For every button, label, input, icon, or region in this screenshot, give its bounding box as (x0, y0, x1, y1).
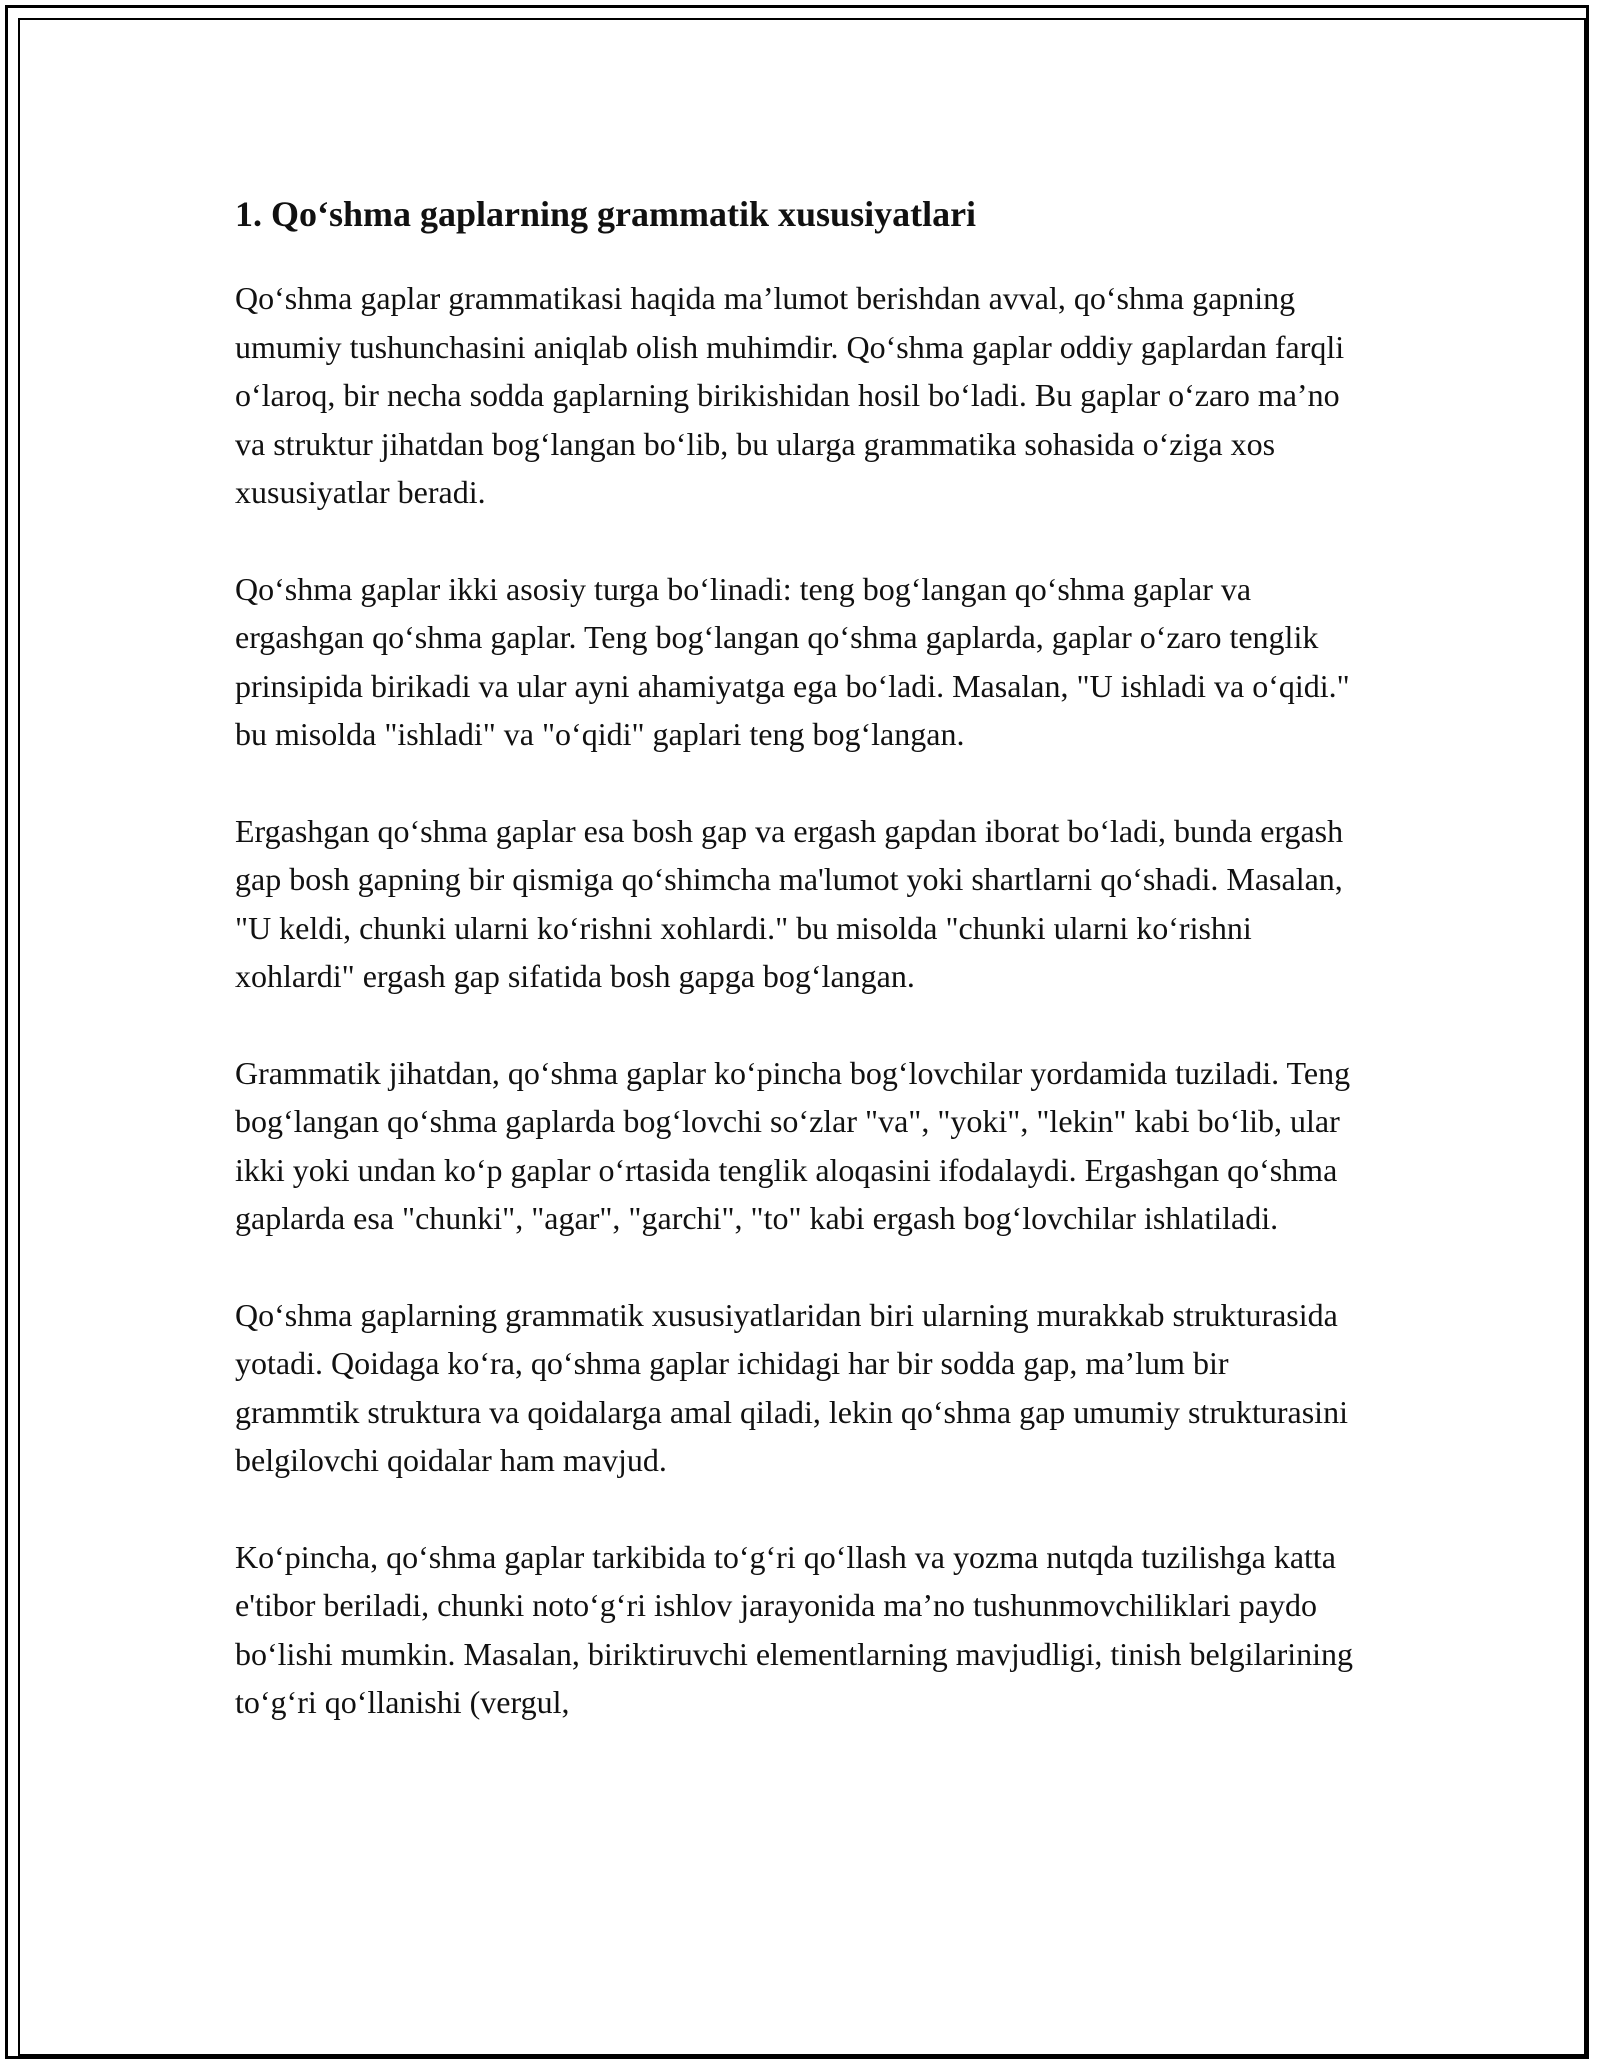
paragraph-3: Ergashgan qo‘shma gaplar esa bosh gap va ergash gapdan iborat bo‘ladi, bunda ergash gap bosh gapning bir qismiga qo‘shimcha ma'lumot yoki shartlarni qo‘shadi. Masalan, "U keldi, chunki ularni ko‘rishni xohlardi." bu misolda "chunki ularni ko‘rishni xohlardi" ergash gap sifatida bosh gapga bog‘langan. (235, 812, 1344, 994)
document-body (235, 180, 1360, 1727)
paragraph-1: Qo‘shma gaplar grammatikasi haqida ma’lumot berishdan avval, qo‘shma gapning umumiy tushunchasini aniqlab olish muhimdir. Qo‘shma gaplar oddiy gaplardan farqli o‘laroq, bir necha sodda gaplarning birikishidan hosil bo‘ladi. Bu gaplar o‘zaro ma’no va struktur jihatdan bog‘langan bo‘lib, bu ularga grammatika sohasida o‘ziga xos xususiyatlar beradi. (235, 280, 1345, 510)
paragraph-4: Grammatik jihatdan, qo‘shma gaplar ko‘pincha bog‘lovchilar yordamida tuziladi. Teng bog‘langan qo‘shma gaplarda bog‘lovchi so‘zlar "va", "yoki", "lekin" kabi bo‘lib, ular ikki yoki undan ko‘p gaplar o‘rtasida tenglik aloqasini ifodalaydi. Ergashgan qo‘shma gaplarda esa "chunki", "agar", "garchi", "to" kabi ergash bog‘lovchilar ishlatiladi. (235, 1054, 1351, 1236)
section-title: 1. Qo‘shma gaplarning grammatik xususiyatlari (235, 194, 977, 234)
paragraph-6: Ko‘pincha, qo‘shma gaplar tarkibida to‘g‘ri qo‘llash va yozma nutqda tuzilishga katta e'tibor beriladi, chunki noto‘g‘ri ishlov jarayonida ma’no tushunmovchiliklari paydo bo‘lishi mumkin. Masalan, biriktiruvchi elementlarning mavjudligi, tinish belgilarining to‘g‘ri qo‘llanishi (vergul, (235, 1538, 1354, 1720)
paragraph-5: Qo‘shma gaplarning grammatik xususiyatlaridan biri ularning murakkab strukturasida yotadi. Qoidaga ko‘ra, qo‘shma gaplar ichidagi har bir sodda gap, ma’lum bir grammtik struktura va qoidalarga amal qiladi, lekin qo‘shma gap umumiy strukturasini belgilovchi qoidalar ham mavjud. (235, 1296, 1348, 1478)
paragraph-2: Qo‘shma gaplar ikki asosiy turga bo‘linadi: teng bog‘langan qo‘shma gaplar va ergashgan qo‘shma gaplar. Teng bog‘langan qo‘shma gaplarda, gaplar o‘zaro tenglik prinsipida birikadi va ular ayni ahamiyatga ega bo‘ladi. Masalan, "U ishladi va o‘qidi." bu misolda "ishladi" va "o‘qidi" gaplari teng bog‘langan. (235, 570, 1350, 752)
